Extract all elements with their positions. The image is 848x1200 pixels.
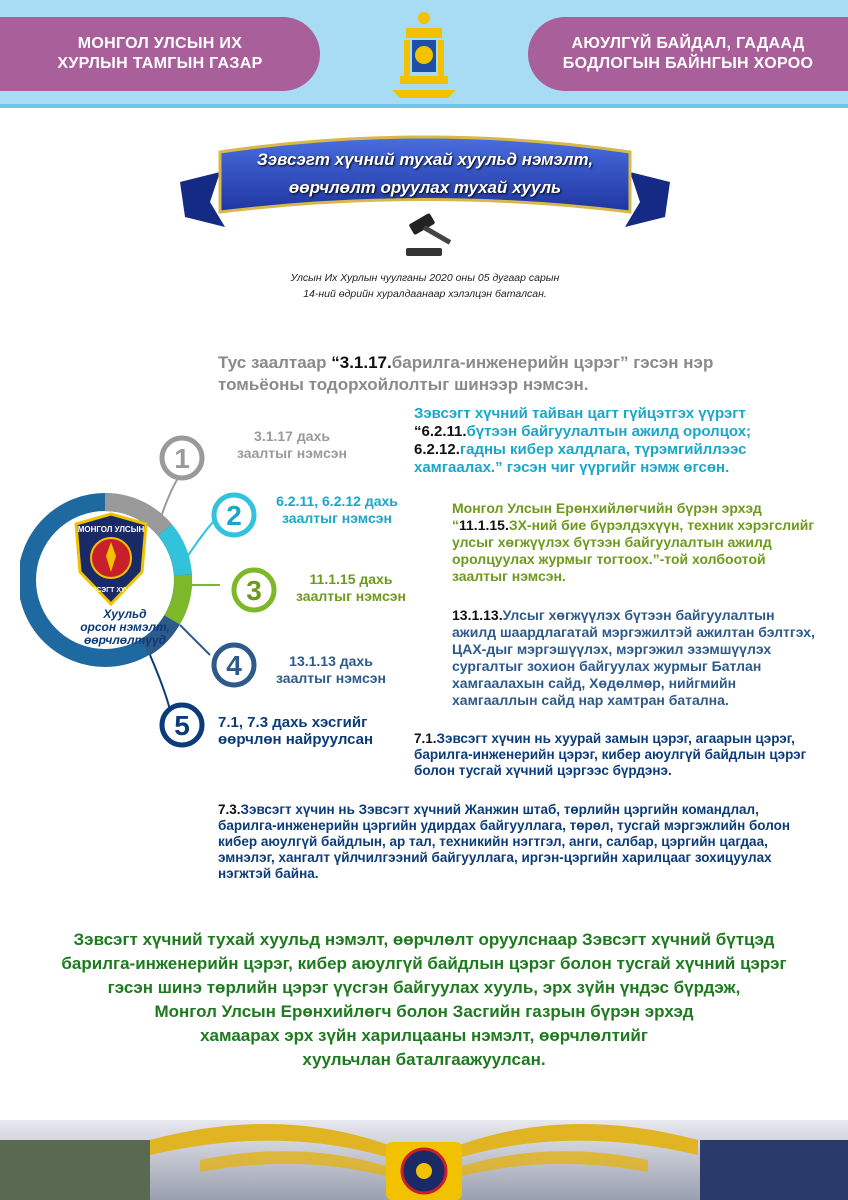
step-2-label — [262, 493, 412, 527]
parliament-office-badge — [0, 17, 320, 91]
b5-code: 7.1. — [414, 731, 437, 746]
b3-post: ЗХ-ний бие бүрэлдэхүүн, техник хэрэгслийг улсыг хөгжүүлэх бүтээн байгуулалтын ажилд оролцуулах журмыг тогтоох.”-той холбоотой заалтыг нэмсэн. — [452, 517, 815, 584]
step-4-number: 4 — [226, 650, 242, 681]
b3-code: 11.1.15. — [459, 517, 509, 533]
step-5-label — [218, 714, 398, 748]
left-badge-line2: ХУРЛЫН ТАМГЫН ГАЗАР — [57, 55, 263, 72]
b5-post: Зэвсэгт хүчин нь хуурай замын цэрэг, агаарын цэрэг, барилга-инженерийн цэрэг, кибер аюулгүй байдлын цэрэг болон тусгай хүчний цэргээс бүрдэнэ. — [414, 731, 807, 778]
conclusion-paragraph — [60, 928, 788, 1072]
conclusion-line6: хуульчлан баталгаажуулсан. — [302, 1050, 546, 1069]
step-4-line2: заалтыг нэмсэн — [276, 670, 386, 686]
left-badge-line1: МОНГОЛ УЛСЫН ИХ — [77, 35, 243, 52]
b2-pre: Зэвсэгт хүчний тайван цагт гүйцэтгэх үүрэгт — [414, 405, 746, 422]
title-line2: өөрчлөлт оруулах тухай хууль — [288, 178, 562, 197]
footer-banner — [0, 1100, 848, 1200]
step-2-line1: 6.2.11, 6.2.12 дахь — [276, 493, 398, 509]
intro-pre: Тус заалтаар — [218, 353, 332, 372]
gavel-icon — [396, 210, 458, 258]
center-label-line1: Хуульд — [103, 607, 147, 621]
block-6-2-11 — [414, 405, 814, 477]
step-1-number: 1 — [174, 443, 190, 474]
center-ring-label — [70, 608, 180, 647]
center-label-line2: орсон нэмэлт, — [80, 620, 170, 634]
block-11-1-15 — [452, 500, 822, 585]
header-divider — [0, 104, 848, 108]
b4-code: 13.1.13. — [452, 607, 503, 623]
soyombo-emblem-icon — [386, 10, 462, 100]
page-title — [230, 146, 620, 202]
step-3-number: 3 — [246, 575, 262, 606]
badge-bottom-text: ЗЭВСЭГТ ХҮЧИН — [82, 587, 140, 594]
intro-paragraph — [218, 352, 778, 396]
intro-post: барилга-инженерийн цэрэг” гэсэн нэр томьёоны тодорхойлолтыг шинээр нэмсэн. — [218, 353, 714, 394]
badge-top-text: МОНГОЛ УЛСЫН — [77, 525, 145, 534]
step-3-line1: 11.1.15 дахь — [309, 571, 393, 587]
step-5-number: 5 — [174, 710, 190, 741]
b3-pre: Монгол Улсын Ерөнхийлөгчийн бүрэн эрхэд “ — [452, 500, 762, 533]
b2-mid: бүтээн байгуулалтын ажилд оролцох; — [466, 423, 752, 440]
block-7-3 — [218, 802, 798, 882]
step-1-line2: заалтыг нэмсэн — [237, 445, 347, 461]
footer-emblem-icon — [386, 1142, 462, 1200]
step-5-line2: өөрчлөн найруулсан — [218, 731, 374, 748]
b4-post: Улсыг хөгжүүлэх бүтээн байгуулалтын ажилд шаардлагатай мэргэжилтэй ажилтан бэлтгэх, ЦАХ-дыг мэргэшүүлэх, мэргэжил эзэмшүүлэх сургалтыг зохион байгуулах журмыг Батлан хамгаалахын сайд, Хөдөлмөр, нийгмийн хамгааллын сайд нар хамтран батална. — [452, 607, 815, 708]
title-line1: Зэвсэгт хүчний тухай хуульд нэмэлт, — [256, 150, 594, 169]
step-2-line2: заалтыг нэмсэн — [282, 510, 392, 526]
b2-code2: 6.2.12. — [414, 441, 460, 458]
conclusion-line3: гэсэн шинэ төрлийн цэрэг үүсгэн байгуулах хууль, эрх зүйн үндэс бүрдэж, — [107, 978, 741, 997]
adoption-note-line1: Улсын Их Хурлын чуулганы 2020 оны 05 дугаар сарын — [290, 272, 560, 284]
step-1-line1: 3.1.17 дахь — [254, 428, 330, 444]
b6-post: Зэвсэгт хүчин нь Зэвсэгт хүчний Жанжин штаб, төрлийн цэргийн командлал, барилга-инженерийн цэргийн удирдах байгууллага, төрөл, тусгай мэргэжлийн болон кибер аюулгүй байдлын, ар тал, техникийн нэгтгэл, анги, салбар, цэргийн цагдаа, эмнэлэг, хангалт үйлчилгээний байгууллага, иргэн-цэргийн харилцааг зохицуулах нэгжтэй байна. — [218, 802, 791, 881]
center-label-line3: өөрчлөлтүүд — [83, 633, 167, 647]
committee-badge — [528, 17, 848, 91]
conclusion-line1: Зэвсэгт хүчний тухай хуульд нэмэлт, өөрчлөлт оруулснаар Зэвсэгт хүчний бүтцэд — [73, 930, 775, 949]
step-5-line1: 7.1, 7.3 дахь хэсгийг — [218, 714, 368, 731]
intro-code: “3.1.17. — [331, 353, 392, 372]
adoption-note-line2: 14-ний өдрийн хуралдаанаар хэлэлцэн баталсан. — [303, 288, 547, 300]
block-13-1-13 — [452, 607, 822, 709]
adoption-note — [230, 270, 620, 302]
step-3-label — [286, 571, 416, 605]
right-badge-line1: АЮУЛГҮЙ БАЙДАЛ, ГАДААД — [571, 35, 805, 52]
right-badge-line2: БОДЛОГЫН БАЙНГЫН ХОРОО — [562, 55, 814, 72]
conclusion-line5: хамаарах эрх зүйн харилцааны нэмэлт, өөрчлөлтийг — [200, 1026, 648, 1045]
step-4-line1: 13.1.13 дахь — [289, 653, 373, 669]
conclusion-line4: Монгол Улсын Ерөнхийлөгч болон Засгийн газрын бүрэн эрхэд — [154, 1002, 694, 1021]
block-7-1 — [414, 731, 834, 779]
conclusion-line2: барилга-инженерийн цэрэг, кибер аюулгүй байдлын цэрэг болон тусгай хүчний цэрэг — [61, 954, 787, 973]
army-badge-icon — [72, 512, 150, 606]
b2-code1: “6.2.11. — [414, 423, 467, 440]
b2-post: гадны кибер халдлага, түрэмгийллээс хамгаалах.” гэсэн чиг үүргийг нэмж өгсөн. — [414, 441, 747, 476]
step-3-line2: заалтыг нэмсэн — [296, 588, 406, 604]
step-4-label — [266, 653, 396, 687]
step-2-number: 2 — [226, 500, 242, 531]
b6-code: 7.3. — [218, 802, 241, 817]
step-1-label — [222, 428, 362, 462]
